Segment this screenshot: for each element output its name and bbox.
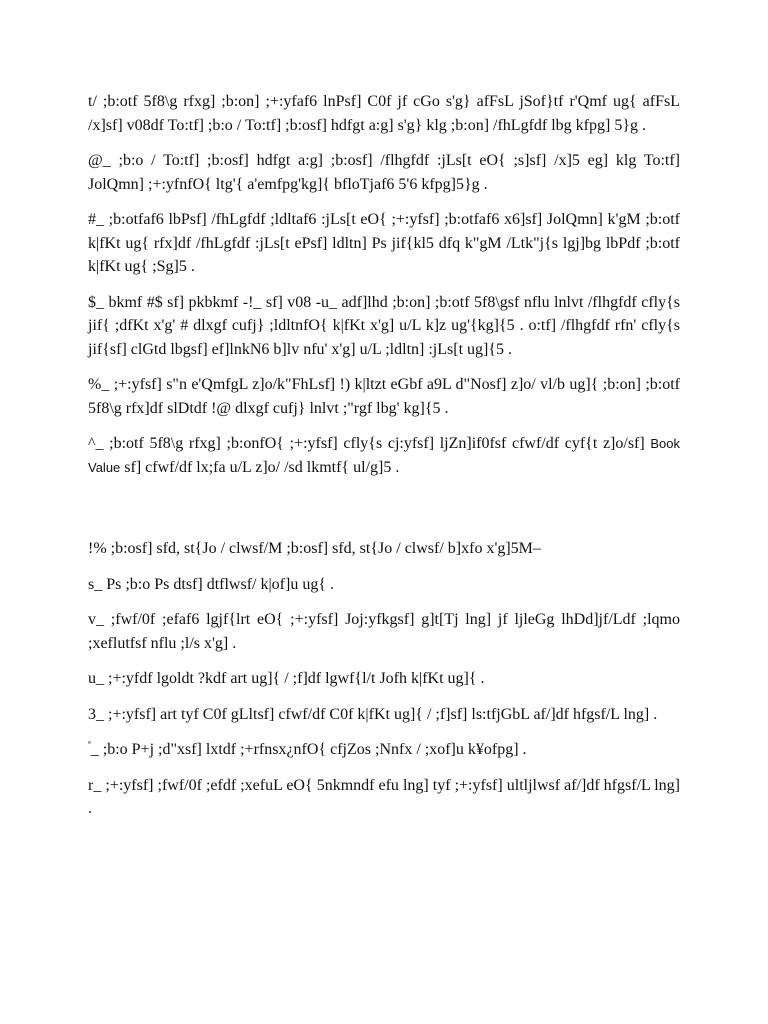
list-marker-superscript: ª <box>88 739 91 751</box>
paragraph-6 <box>88 432 680 479</box>
paragraph-3: #_ ;b:otfaf6 lbPsf] /fhLgfdf ;ldltaf6 :jLs[t eO{ ;+:yfsf] ;b:otfaf6 x6]sf] JolQmn] k'gM ;b:otf k|fKt ug{ rfx]df /fhLgfdf :jLs[t ePsf] ldltn] Ps jif{kl5 dfq k"gM /Ltk"j{s lgj]bg lbPdf ;b:otf k|fKt ug{ ;Sg]5 . <box>88 211 680 275</box>
list-item-cha: r_ ;+:yfsf] ;fwf/0f ;efdf ;xefuL eO{ 5nkmndf efu lng] tyf ;+:yfsf] ultljlwsf af/]df hfgsf/L lng] . <box>88 776 680 817</box>
paragraph-6-text-end: sf] cfwf/df lx;fa u/L z]o/ /sd lkmtf{ ul/g]5 . <box>124 458 400 476</box>
list-item-nga <box>88 738 680 762</box>
paragraph-5: %_ ;+:yfsf] s"n e'QmfgL z]o/k"FhLsf] !) k|ltzt eGbf a9L d"Nosf] z]o/ vl/b ug]{ ;b:on] ;b:otf 5f8\g rfx]df slDtdf !@ dlxgf cufj} lnlvt ;"rgf lbg' kg]{5 . <box>88 376 680 417</box>
list-item-nga-text: _ ;b:o P+j ;d"xsf] lxtdf ;+rfnsx¿nfO{ cfjZos ;Nnfx / ;xof]u k¥ofpg] . <box>90 741 527 758</box>
list-item-ka: s_ Ps ;b:o Ps dtsf] dtflwsf/ k|of]u ug{ . <box>88 575 335 593</box>
book-value-term: Book Value <box>88 436 680 475</box>
paragraph-4: $_ bkmf #$ sf] pkbkmf -!_ sf] v08 -u_ adf]lhd ;b:on] ;b:otf 5f8\gsf nflu lnlvt /flhgfdf cfly{s jif{ ;dfKt x'g' # dlxgf cufj} ;ldltnfO{ k|fKt x'g] u/L k]z ug'{kg]{5 . o:tf] /flhgfdf rfn' cfly{s jif{sf] clGtd lbgsf] ef]lnkN6 b]lv nfu' x'g] u/L ;ldltn] :jLs[t ug]{5 . <box>88 293 680 358</box>
list-item-kha: v_ ;fwf/0f ;efaf6 lgjf{lrt eO{ ;+:yfsf] Joj:yfkgsf] g]t[Tj lng] jf ljleGg lhDd]jf/Ldf ;lqmo ;xeflutfsf nflu ;l/s x'g] . <box>88 611 680 652</box>
section-heading-15: !% ;b:osf] sfd, st{Jo / clwsf/M ;b:osf] sfd, st{Jo / clwsf/ b]xfo x'g]5M– <box>88 540 541 557</box>
paragraph-2: @_ ;b:o / To:tf] ;b:osf] hdfgt a:g] ;b:osf] /flhgfdf :jLs[t eO{ ;s]sf] /x]5 eg] klg To:tf] JolQmn] ;+:yfnfO{ ltg'{ a'emfpg'kg]{ bfloTjaf6 5'6 kfpg]5}g . <box>88 152 680 193</box>
document-page <box>88 90 680 821</box>
paragraph-1: t/ ;b:otf 5f8\g rfxg] ;b:on] ;+:yfaf6 lnPsf] C0f jf cGo s'g} afFsL jSof}tf r'Qmf ug{ afFsL /x]sf] v08df To:tf] ;b:o / To:tf] ;b:osf] hdfgt a:g] s'g} klg ;b:on] /fhLgfdf lbg kfpg] 5}g . <box>88 93 680 134</box>
paragraph-6-text-start: ^_ ;b:otf 5f8\g rfxg] ;b:onfO{ ;+:yfsf] cfly{s cj:yfsf] ljZn]if0fsf cfwf/df cyf{t z]o/sf] <box>88 435 645 452</box>
list-item-gha: 3_ ;+:yfsf] art tyf C0f gLltsf] cfwf/df C0f k|fKt ug]{ / ;f]sf] ls:tfjGbL af/]df hfgsf/L lng] . <box>88 705 658 723</box>
list-item-ga: u_ ;+:yfdf lgoldt ?kdf art ug]{ / ;f]df lgwf{l/t Jofh k|fKt ug]{ . <box>88 670 485 687</box>
